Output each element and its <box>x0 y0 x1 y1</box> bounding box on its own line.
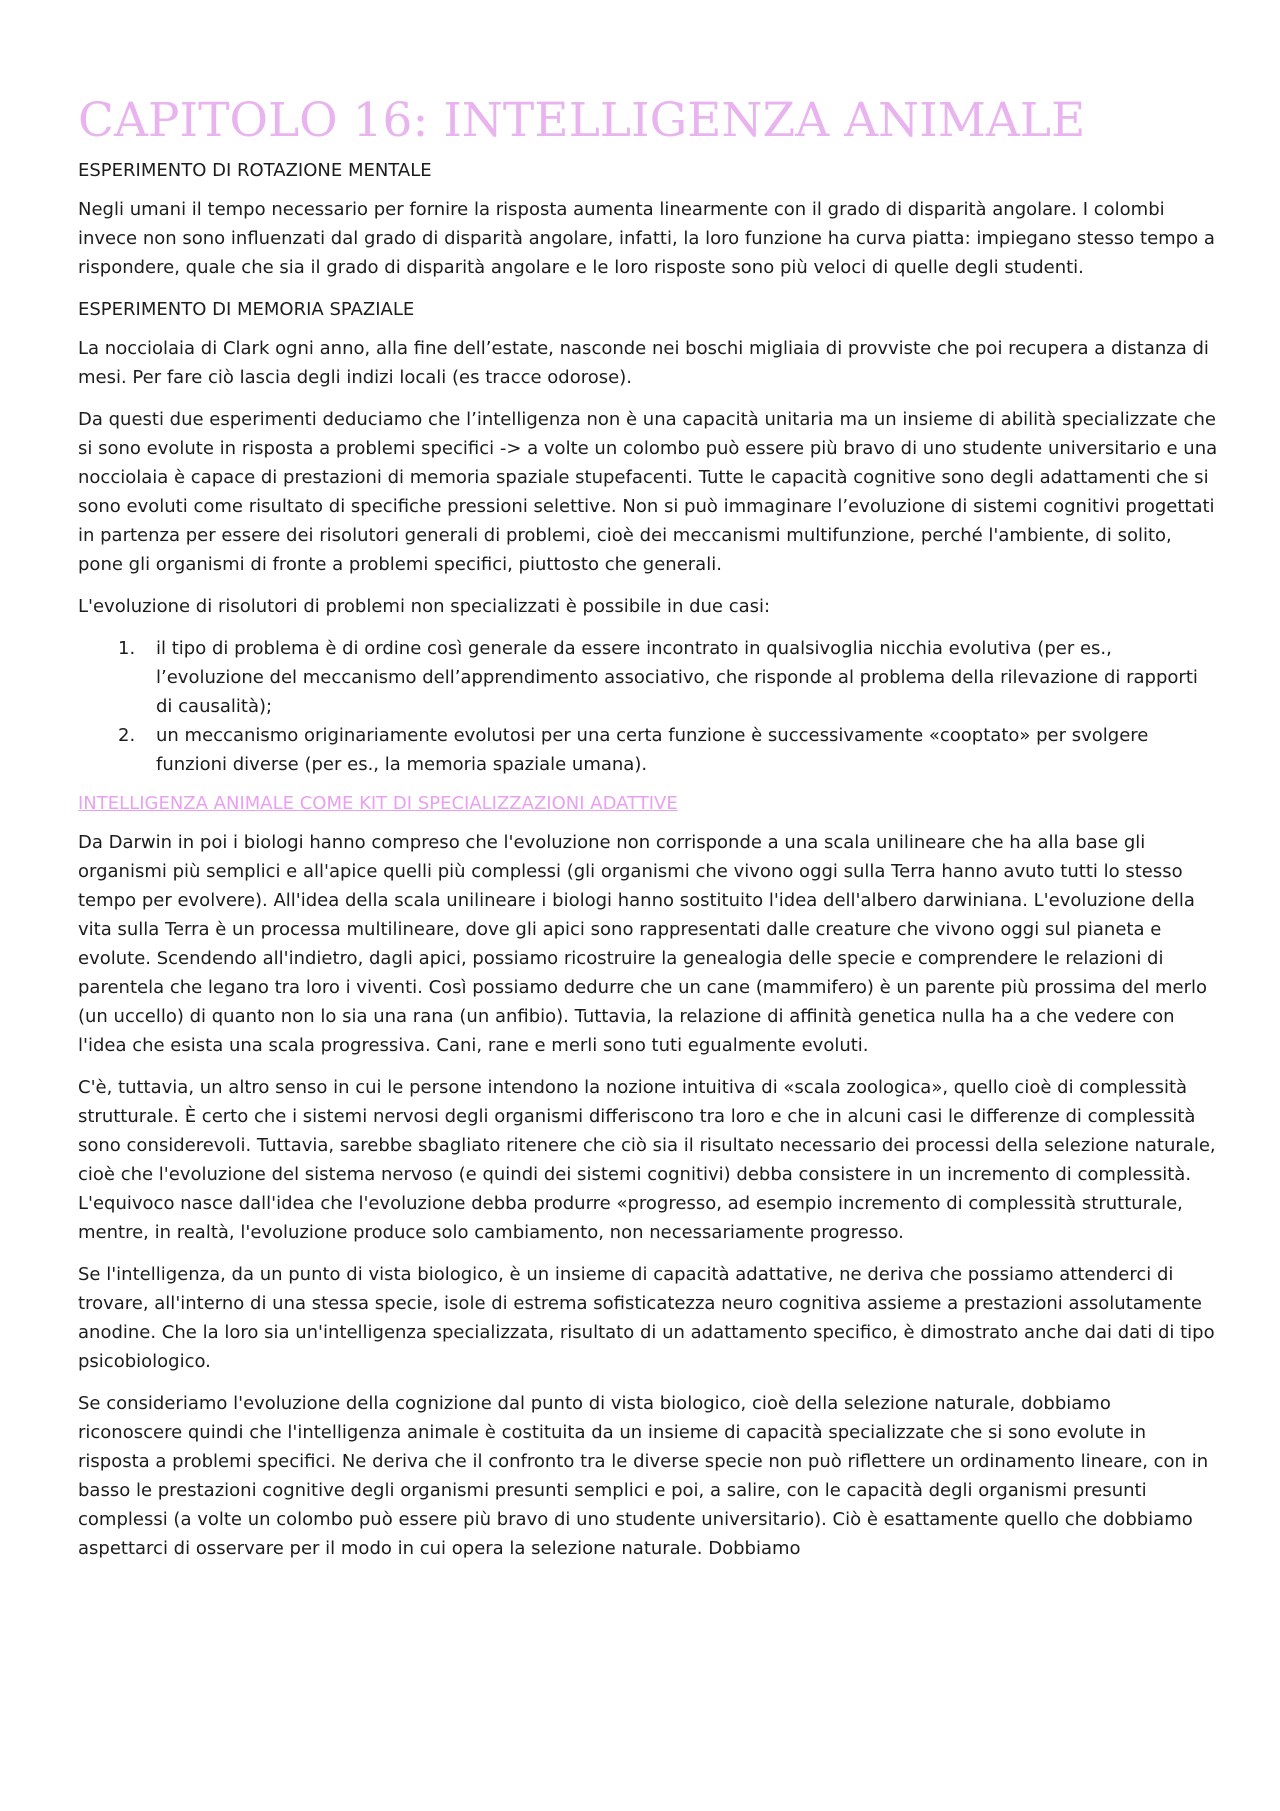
paragraph-scala-zoologica: C'è, tuttavia, un altro senso in cui le persone intendono la nozione intuitiva di «scala zoologica», quello cioè di complessità strutturale. È certo che i sistemi nervosi degli organismi differiscono tra loro e che in alcuni casi le differenze di complessità sono considerevoli. Tuttavia, sarebbe sbagliato ritenere che ciò sia il risultato necessario dei processi della selezione naturale, cioè che l'evoluzione del sistema nervoso (e quindi dei sistemi cognitivi) debba consistere in un incremento di complessità. L'equivoco nasce dall'idea che l'evoluzione debba produrre «progresso, ad esempio incremento di complessità strutturale, mentre, in realtà, l'evoluzione produce solo cambiamento, non necessariamente progresso. <box>78 1077 1216 1243</box>
paragraph-deduzione: Da questi due esperimenti deduciamo che l’intelligenza non è una capacità unitaria ma un insieme di abilità specializzate che si sono evolute in risposta a problemi specifici -> a volte un colombo può essere più bravo di uno studente universitario e una nocciolaia è capace di prestazioni di memoria spaziale stupefacenti. Tutte le capacità cognitive sono degli adattamenti che si sono evoluti come risultato di specifiche pressioni selettive. Non si può immaginare l’evoluzione di sistemi cognitivi progettati in partenza per essere dei risolutori generali di problemi, cioè dei meccanismi multifunzione, perché l'ambiente, di solito, pone gli organismi di fronte a problemi specifici, piuttosto che generali. <box>78 409 1218 575</box>
paragraph-capacita-adattative: Se l'intelligenza, da un punto di vista biologico, è un insieme di capacità adattative, ne deriva che possiamo attenderci di trovare, all'interno di una stessa specie, isole di estrema sofisticatezza neuro cognitiva assieme a prestazioni assolutamente anodine. Che la loro sia un'intelligenza specializzata, risultato di un adattamento specifico, è dimostrato anche dai dati di tipo psicobiologico. <box>78 1264 1215 1372</box>
paragraph-memoria: La nocciolaia di Clark ogni anno, alla fine dell’estate, nasconde nei boschi migliaia di provviste che poi recupera a distanza di mesi. Per fare ciò lascia degli indizi locali (es tracce odorose). <box>78 338 1209 388</box>
paragraph-selezione-naturale: Se consideriamo l'evoluzione della cognizione dal punto di vista biologico, cioè della selezione naturale, dobbiamo riconoscere quindi che l'intelligenza animale è costituita da un insieme di capacità specializzate che si sono evolute in risposta a problemi specifici. Ne deriva che il confronto tra le diverse specie non può riflettere un ordinamento lineare, con in basso le prestazioni cognitive degli organismi presunti semplici e poi, a salire, con le capacità degli organismi presunti complessi (a volte un colombo può essere più bravo di uno studente universitario). Ciò è esattamente quello che dobbiamo aspettarci di osservare per il modo in cui opera la selezione naturale. Dobbiamo <box>78 1393 1209 1559</box>
page-title: CAPITOLO 16: INTELLIGENZA ANIMALE <box>78 93 1086 148</box>
list-item-number: 2. <box>118 725 136 746</box>
numbered-list <box>78 634 1218 779</box>
paragraph-darwin: Da Darwin in poi i biologi hanno compreso che l'evoluzione non corrisponde a una scala unilineare che ha alla base gli organismi più semplici e all'apice quelli più complessi (gli organismi che vivono oggi sulla Terra hanno avuto tutti lo stesso tempo per evolvere). All'idea della scala unilineare i biologi hanno sostituito l'idea dell'albero darwiniana. L'evoluzione della vita sulla Terra è un processa multilineare, dove gli apici sono rappresentati dalle creature che vivono oggi sul pianeta e evolute. Scendendo all'indietro, dagli apici, possiamo ricostruire la genealogia delle specie e comprendere le relazioni di parentela che legano tra loro i viventi. Così possiamo dedurre che un cane (mammifero) è un parente più prossima del merlo (un uccello) di quanto non lo sia una rana (un anfibio). Tuttavia, la relazione di affinità genetica nulla ha a che vedere con l'idea che esista una scala progressiva. Cani, rane e merli sono tuti egualmente evoluti. <box>78 832 1207 1056</box>
section-heading-rotazione: ESPERIMENTO DI ROTAZIONE MENTALE <box>78 160 432 181</box>
list-item-text: un meccanismo originariamente evolutosi per una certa funzione è successivamente «cooptato» per svolgere funzioni diverse (per es., la memoria spaziale umana). <box>156 725 1149 775</box>
paragraph-risolutori: L'evoluzione di risolutori di problemi non specializzati è possibile in due casi: <box>78 596 771 617</box>
list-item <box>78 721 1218 779</box>
paragraph-rotazione: Negli umani il tempo necessario per fornire la risposta aumenta linearmente con il grado di disparità angolare. I colombi invece non sono influenzati dal grado di disparità angolare, infatti, la loro funzione ha curva piatta: impiegano stesso tempo a rispondere, quale che sia il grado di disparità angolare e le loro risposte sono più veloci di quelle degli studenti. <box>78 199 1215 278</box>
section-heading-kit-specializzazioni[interactable]: INTELLIGENZA ANIMALE COME KIT DI SPECIALIZZAZIONI ADATTIVE <box>78 793 678 814</box>
section-heading-memoria: ESPERIMENTO DI MEMORIA SPAZIALE <box>78 299 415 320</box>
list-item-text: il tipo di problema è di ordine così generale da essere incontrato in qualsivoglia nicchia evolutiva (per es., l’evoluzione del meccanismo dell’apprendimento associativo, che risponde al problema della rilevazione di rapporti di causalità); <box>156 638 1198 717</box>
list-item <box>78 634 1218 721</box>
list-item-number: 1. <box>118 638 136 659</box>
